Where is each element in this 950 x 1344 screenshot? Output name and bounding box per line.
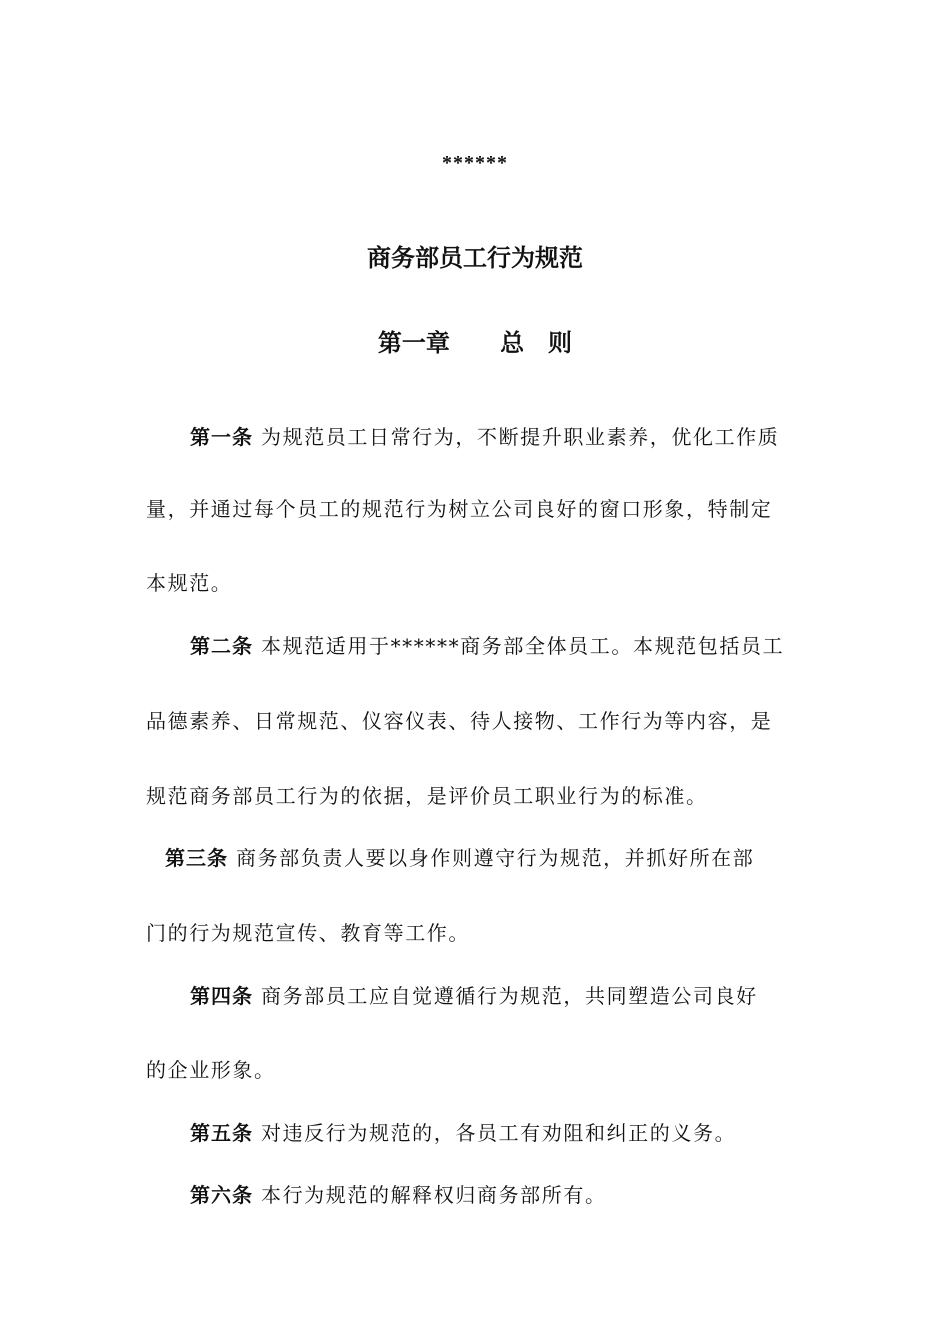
article-4-line-1 [190,980,758,1009]
article-3-label: 第三条 [165,846,228,870]
article-3-text-1: 商务部负责人要以身作则遵守行为规范，并抓好所在部 [235,846,755,870]
chapter-heading [0,323,950,358]
article-1-text-1: 为规范员工日常行为，不断提升职业素养，优化工作质 [260,425,780,449]
article-5-line-1 [190,1117,736,1146]
article-6-line-1 [190,1179,607,1208]
article-4-label: 第四条 [190,984,253,1008]
article-3-line-2: 门的行为规范宣传、教育等工作。 [146,921,470,945]
article-5-label: 第五条 [190,1121,253,1145]
article-1-label: 第一条 [190,425,253,449]
chapter-number: 第一章 [377,329,450,357]
article-4-text-1: 商务部员工应自觉遵循行为规范，共同塑造公司良好 [260,984,758,1008]
article-1-line-3: 本规范。 [146,571,233,595]
article-2-label: 第二条 [190,634,253,658]
article-6-text-1: 本行为规范的解释权归商务部所有。 [260,1183,607,1207]
article-2-line-3: 规范商务部员工行为的依据，是评价员工职业行为的标准。 [146,784,708,808]
article-1-line-2: 量，并通过每个员工的规范行为树立公司良好的窗口形象，特制定 [146,497,773,521]
article-2-line-2: 品德素养、日常规范、仪容仪表、待人接物、工作行为等内容，是 [146,709,773,733]
article-2-line-1 [190,630,784,659]
chapter-name: 总 则 [500,329,573,357]
article-5-text-1: 对违反行为规范的，各员工有劝阻和纠正的义务。 [260,1121,737,1145]
article-3-line-1 [165,842,754,871]
header-stars: ****** [442,152,508,174]
article-6-label: 第六条 [190,1183,253,1207]
article-1-line-1 [190,421,779,450]
document-title: 商务部员工行为规范 [367,244,583,272]
article-4-line-2: 的企业形象。 [146,1058,276,1082]
article-2-text-1: 本规范适用于******商务部全体员工。本规范包括员工 [260,634,785,658]
